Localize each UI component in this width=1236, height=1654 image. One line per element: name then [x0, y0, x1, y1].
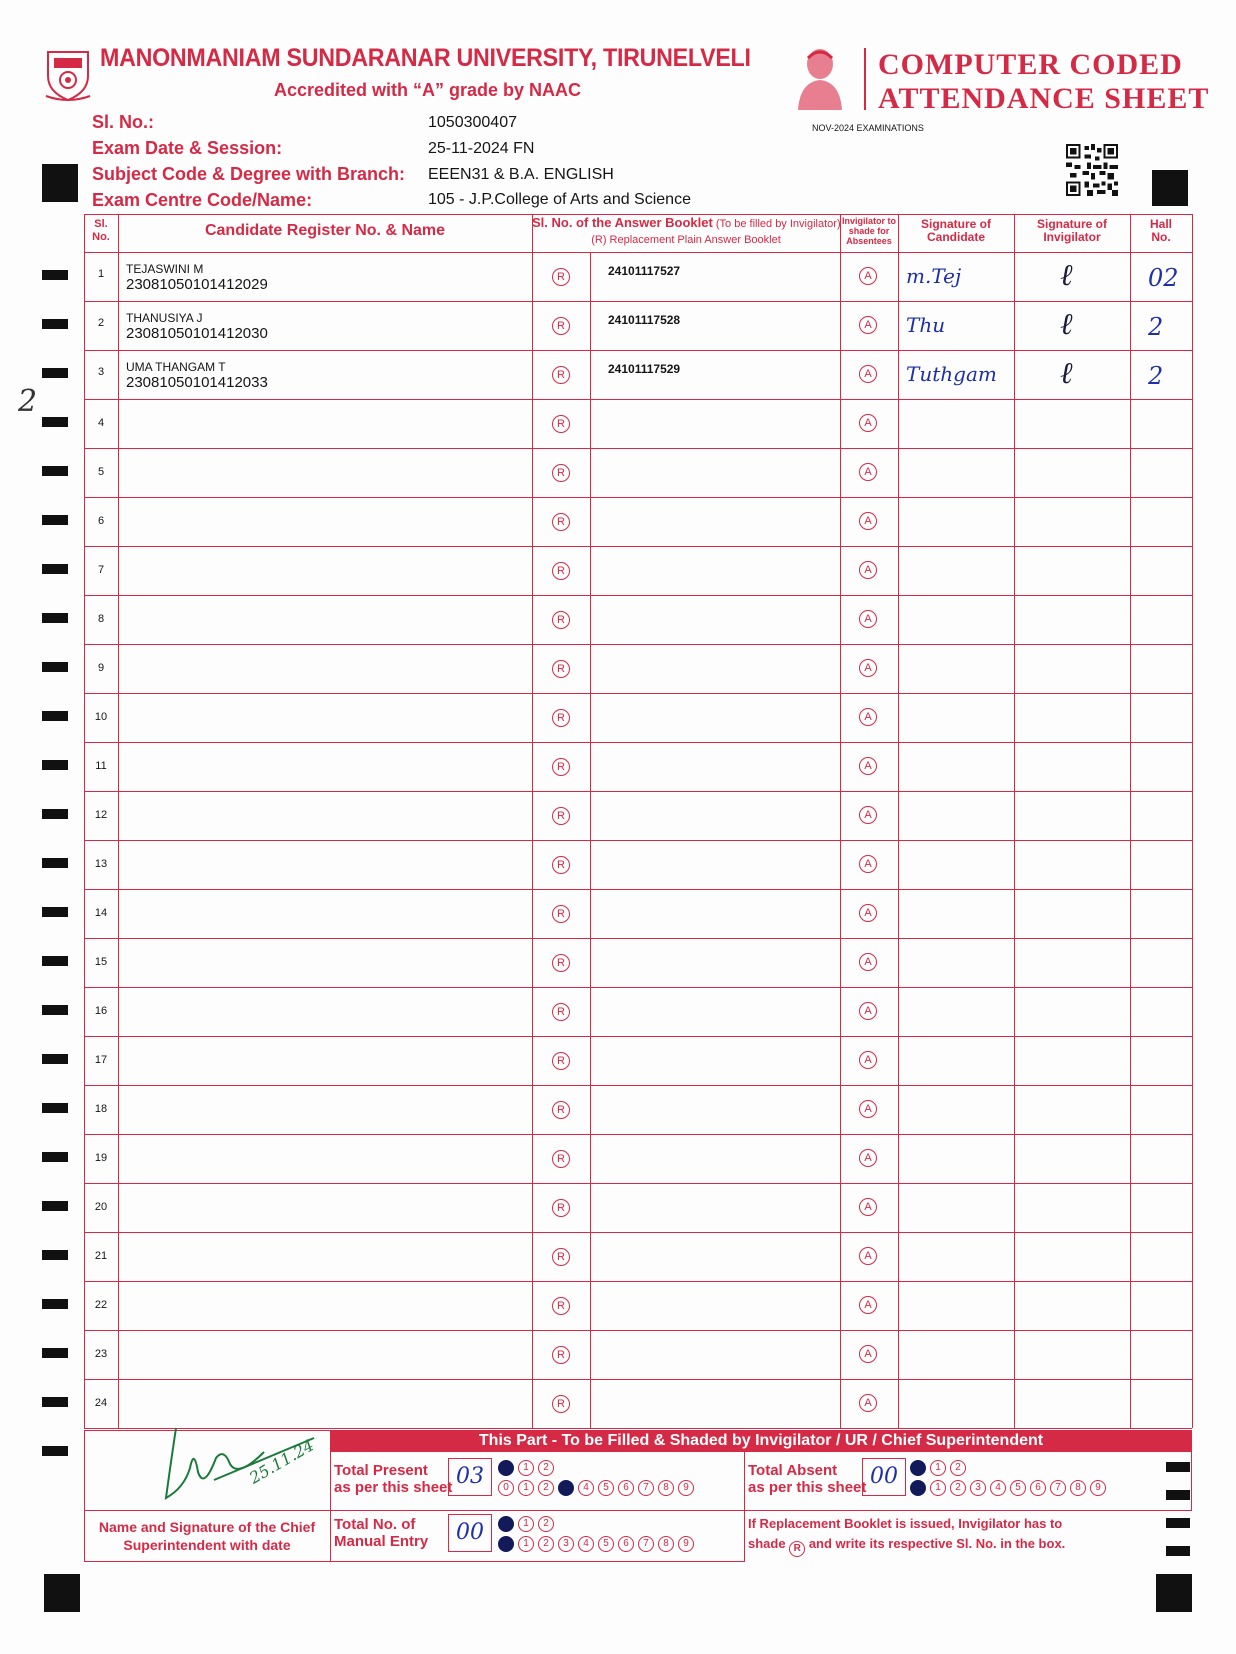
row-number: 23	[94, 1348, 108, 1360]
table-grid-line	[84, 693, 1192, 694]
timing-mark	[42, 1250, 68, 1260]
absent-units-bubble-0[interactable]: 0	[910, 1480, 926, 1496]
row-number: 6	[97, 515, 105, 527]
table-grid-line	[84, 350, 1192, 351]
timing-mark	[42, 1103, 68, 1113]
timing-mark	[42, 809, 68, 819]
total-present-label: Total Present as per this sheet	[334, 1462, 453, 1496]
hall-number: 02	[1148, 264, 1179, 292]
chief-date: 25.11.24	[246, 1435, 318, 1488]
candidate-register-no: 23081050101412030	[126, 325, 268, 342]
replacement-bubble[interactable]: R	[552, 1150, 570, 1168]
sheet-title-line2: ATTENDANCE SHEET	[878, 82, 1210, 115]
timing-mark	[42, 907, 68, 917]
manual-units-bubble-2[interactable]: 2	[538, 1536, 554, 1552]
row-number: 24	[94, 1397, 108, 1409]
replacement-bubble[interactable]: R	[552, 464, 570, 482]
absent-bubble[interactable]: A	[859, 267, 877, 285]
meta-value-centre: 105 - J.P.College of Arts and Science	[428, 191, 691, 208]
table-grid-line	[84, 742, 1192, 743]
manual-entry-box[interactable]: 00	[448, 1514, 492, 1552]
total-absent-label: Total Absent as per this sheet	[748, 1462, 867, 1496]
absent-bubble[interactable]: A	[859, 953, 877, 971]
absent-bubble[interactable]: A	[859, 904, 877, 922]
row-number: 10	[94, 711, 108, 723]
table-grid-line	[1014, 214, 1015, 1428]
replacement-bubble[interactable]: R	[552, 905, 570, 923]
accreditation-line: Accredited with “A” grade by NAAC	[274, 80, 582, 100]
manual-units-bubble-1[interactable]: 1	[518, 1536, 534, 1552]
present-units-bubble-0[interactable]: 0	[498, 1480, 514, 1496]
replacement-bubble[interactable]: R	[552, 513, 570, 531]
timing-mark	[42, 1397, 68, 1407]
candidate-signature: Thu	[906, 313, 946, 337]
present-units-bubble-1[interactable]: 1	[518, 1480, 534, 1496]
row-number: 1	[97, 268, 105, 280]
meta-value-exam-date: 25-11-2024 FN	[428, 140, 535, 157]
absent-bubble[interactable]: A	[859, 659, 877, 677]
timing-mark	[42, 1201, 68, 1211]
table-grid-line	[84, 497, 1192, 498]
timing-mark	[1152, 170, 1188, 206]
absent-tens-bubble-1[interactable]: 1	[930, 1460, 946, 1476]
candidate-signature: m.Tej	[906, 264, 962, 288]
table-grid-line	[84, 791, 1192, 792]
sheet-title	[878, 48, 1209, 116]
present-units-bubble-2[interactable]: 2	[538, 1480, 554, 1496]
absent-units-bubble-1[interactable]: 1	[930, 1480, 946, 1496]
answer-booklet-no: 24101117529	[608, 362, 681, 376]
qr-code	[1066, 144, 1118, 196]
present-units-bubble-9[interactable]: 9	[678, 1480, 694, 1496]
manual-units-bubble-6[interactable]: 6	[618, 1536, 634, 1552]
row-number: 13	[94, 858, 108, 870]
header-divider	[864, 48, 866, 110]
timing-mark	[42, 711, 68, 721]
chief-signature	[164, 1418, 334, 1508]
timing-mark	[42, 1152, 68, 1162]
table-grid-line	[84, 889, 1192, 890]
table-grid-line	[84, 214, 85, 1428]
absent-bubble[interactable]: A	[859, 806, 877, 824]
timing-mark	[1156, 1574, 1192, 1612]
timing-mark	[42, 417, 68, 427]
university-logo	[44, 46, 92, 102]
timing-mark	[42, 1348, 68, 1358]
manual-units-bubble-4[interactable]: 4	[578, 1536, 594, 1552]
absent-units-bubble-8[interactable]: 8	[1070, 1480, 1086, 1496]
replacement-bubble[interactable]: R	[552, 1297, 570, 1315]
section-banner: This Part - To be Filled & Shaded by Invigilator / UR / Chief Superintendent	[330, 1430, 1192, 1452]
header-booklet-title: Sl. No. of the Answer Booklet	[532, 215, 713, 230]
header-booklet-sub: (R) Replacement Plain Answer Booklet	[591, 234, 781, 246]
present-units-bubble-4[interactable]: 4	[578, 1480, 594, 1496]
present-units-bubble-6[interactable]: 6	[618, 1480, 634, 1496]
present-tens-bubble-0[interactable]: 0	[498, 1460, 514, 1476]
row-number: 2	[97, 317, 105, 329]
timing-mark	[42, 270, 68, 280]
meta-label-sl-no: Sl. No.:	[92, 112, 154, 132]
candidate-register-no: 23081050101412029	[126, 276, 268, 293]
absent-units-bubble-7[interactable]: 7	[1050, 1480, 1066, 1496]
header-sl-no: Sl. No.	[92, 218, 110, 243]
header-invigilator-shade: Invigilator to shade for Absentees	[842, 216, 896, 246]
timing-mark	[42, 164, 78, 202]
table-grid-line	[84, 1134, 1192, 1135]
hall-number: 2	[1148, 362, 1164, 390]
timing-mark	[42, 613, 68, 623]
present-units-bubble-8[interactable]: 8	[658, 1480, 674, 1496]
table-grid-line	[84, 938, 1192, 939]
row-number: 11	[95, 760, 107, 772]
absent-units-bubble-9[interactable]: 9	[1090, 1480, 1106, 1496]
replacement-bubble[interactable]: R	[552, 856, 570, 874]
timing-mark	[42, 1446, 68, 1456]
table-grid-line	[84, 252, 1192, 253]
absent-tens-bubble-2[interactable]: 2	[950, 1460, 966, 1476]
table-grid-line	[84, 1183, 1192, 1184]
timing-mark	[44, 1574, 80, 1612]
attendance-table	[84, 214, 1192, 1428]
invigilator-signature: ℓ	[1060, 258, 1073, 293]
table-grid-line	[84, 399, 1192, 400]
timing-mark	[42, 368, 68, 378]
present-tens-bubble-2[interactable]: 2	[538, 1460, 554, 1476]
absent-bubble[interactable]: A	[859, 463, 877, 481]
replacement-bubble[interactable]: R	[552, 709, 570, 727]
timing-mark	[42, 319, 68, 329]
meta-value-sl-no: 1050300407	[428, 114, 517, 131]
candidate-name: THANUSIYA J	[126, 311, 203, 325]
replacement-bubble[interactable]: R	[552, 1346, 570, 1364]
absent-units-bubble-5[interactable]: 5	[1010, 1480, 1026, 1496]
absent-bubble[interactable]: A	[859, 512, 877, 530]
table-grid-line	[84, 1232, 1192, 1233]
header-booklet	[532, 216, 840, 231]
table-grid-line	[84, 546, 1192, 547]
table-grid-line	[84, 595, 1192, 596]
present-units-bubble-3[interactable]: 3	[558, 1480, 574, 1496]
table-grid-line	[84, 987, 1192, 988]
timing-mark	[42, 662, 68, 672]
manual-units-bubble-9[interactable]: 9	[678, 1536, 694, 1552]
row-number: 21	[94, 1250, 108, 1262]
replacement-bubble[interactable]: R	[552, 1248, 570, 1266]
table-grid-line	[84, 1281, 1192, 1282]
table-grid-line	[84, 301, 1192, 302]
row-number: 9	[97, 662, 105, 674]
absent-bubble[interactable]: A	[859, 1345, 877, 1363]
row-number: 18	[94, 1103, 108, 1115]
timing-mark	[42, 466, 68, 476]
manual-tens-bubble-2[interactable]: 2	[538, 1516, 554, 1532]
replacement-note-line1: If Replacement Booklet is issued, Invigilator has to	[748, 1516, 1063, 1531]
absent-bubble[interactable]: A	[859, 365, 877, 383]
table-grid-line	[84, 1379, 1192, 1380]
total-absent-box[interactable]: 00	[862, 1458, 906, 1496]
absent-bubble[interactable]: A	[859, 1198, 877, 1216]
absent-units-bubble-4[interactable]: 4	[990, 1480, 1006, 1496]
absent-bubble[interactable]: A	[859, 1149, 877, 1167]
manual-units-bubble-3[interactable]: 3	[558, 1536, 574, 1552]
table-grid-line	[898, 214, 899, 1428]
absent-units-bubble-3[interactable]: 3	[970, 1480, 986, 1496]
replacement-bubble[interactable]: R	[552, 415, 570, 433]
absent-bubble[interactable]: A	[859, 1247, 877, 1265]
replacement-bubble[interactable]: R	[552, 268, 570, 286]
header-signature-invigilator: Signature of Invigilator	[1036, 217, 1107, 244]
founder-portrait	[790, 44, 850, 110]
manual-tens-bubble-1[interactable]: 1	[518, 1516, 534, 1532]
replacement-bubble[interactable]: R	[552, 1052, 570, 1070]
manual-units-bubble-8[interactable]: 8	[658, 1536, 674, 1552]
manual-units-bubble-0[interactable]: 0	[498, 1536, 514, 1552]
absent-units-bubble-2[interactable]: 2	[950, 1480, 966, 1496]
candidate-signature: Tuthgam	[906, 362, 997, 386]
absent-bubble[interactable]: A	[859, 414, 877, 432]
absent-bubble[interactable]: A	[859, 316, 877, 334]
header-candidate: Candidate Register No. & Name	[204, 222, 446, 239]
table-grid-line	[1192, 214, 1193, 1428]
timing-mark	[42, 1054, 68, 1064]
table-grid-line	[840, 214, 841, 1428]
university-name: MANONMANIAM SUNDARANAR UNIVERSITY, TIRUNELVELI	[100, 44, 751, 72]
invigilator-signature: ℓ	[1060, 356, 1073, 391]
candidate-name: UMA THANGAM T	[126, 360, 226, 374]
absent-tens-bubble-0[interactable]: 0	[910, 1460, 926, 1476]
row-number: 15	[94, 956, 108, 968]
replacement-bubble[interactable]: R	[552, 562, 570, 580]
table-grid-line	[1130, 214, 1131, 1428]
header-signature-candidate: Signature of Candidate	[920, 217, 991, 244]
answer-booklet-no: 24101117527	[608, 264, 681, 278]
replacement-bubble[interactable]: R	[552, 954, 570, 972]
header-hall-no: Hall No.	[1149, 217, 1172, 244]
manual-tens-bubble-0[interactable]: 0	[498, 1516, 514, 1532]
replacement-note-line2: shade R and write its respective Sl. No. in the box.	[748, 1534, 1065, 1554]
replacement-symbol: R	[789, 1541, 805, 1557]
absent-bubble[interactable]: A	[859, 1002, 877, 1020]
present-units-bubble-5[interactable]: 5	[598, 1480, 614, 1496]
table-grid-line	[84, 1085, 1192, 1086]
row-number: 4	[97, 417, 105, 429]
replacement-bubble[interactable]: R	[552, 1395, 570, 1413]
table-grid-line	[84, 1036, 1192, 1037]
timing-mark	[42, 1299, 68, 1309]
timing-mark	[42, 956, 68, 966]
row-number: 16	[94, 1005, 108, 1017]
row-number: 20	[94, 1201, 108, 1213]
table-grid-line	[84, 448, 1192, 449]
timing-mark	[42, 564, 68, 574]
timing-mark	[42, 858, 68, 868]
table-grid-line	[118, 214, 119, 1428]
timing-mark	[42, 515, 68, 525]
timing-mark	[42, 1005, 68, 1015]
row-number: 12	[94, 809, 108, 821]
table-grid-line	[532, 214, 533, 1428]
row-number: 22	[94, 1299, 108, 1311]
invigilator-signature: ℓ	[1060, 307, 1073, 342]
table-grid-line	[84, 1330, 1192, 1331]
row-number: 14	[94, 907, 108, 919]
row-number: 8	[97, 613, 105, 625]
sheet-title-line1: COMPUTER CODED	[878, 48, 1183, 81]
manual-entry-label: Total No. of Manual Entry	[334, 1516, 429, 1550]
invigilator-section	[84, 1430, 1192, 1562]
timing-mark	[42, 760, 68, 770]
replacement-bubble[interactable]: R	[552, 1101, 570, 1119]
meta-label-exam-date: Exam Date & Session:	[92, 138, 283, 158]
hall-number: 2	[1148, 313, 1164, 341]
replacement-bubble[interactable]: R	[552, 611, 570, 629]
meta-label-centre: Exam Centre Code/Name:	[92, 190, 313, 210]
replacement-bubble[interactable]: R	[552, 366, 570, 384]
absent-units-bubble-6[interactable]: 6	[1030, 1480, 1046, 1496]
replacement-bubble[interactable]: R	[552, 317, 570, 335]
absent-bubble[interactable]: A	[859, 855, 877, 873]
header-booklet-note: (To be filled by Invigilator)	[712, 218, 841, 230]
present-tens-bubble-1[interactable]: 1	[518, 1460, 534, 1476]
replacement-bubble[interactable]: R	[552, 1003, 570, 1021]
absent-bubble[interactable]: A	[859, 757, 877, 775]
row-number: 17	[94, 1054, 108, 1066]
exam-tag: NOV-2024 EXAMINATIONS	[812, 123, 924, 133]
absent-bubble[interactable]: A	[859, 610, 877, 628]
row-number: 19	[94, 1152, 108, 1164]
absent-bubble[interactable]: A	[859, 708, 877, 726]
absent-bubble[interactable]: A	[859, 1100, 877, 1118]
manual-units-bubble-7[interactable]: 7	[638, 1536, 654, 1552]
manual-units-bubble-5[interactable]: 5	[598, 1536, 614, 1552]
meta-value-subject: EEEN31 & B.A. ENGLISH	[428, 166, 614, 183]
candidate-name: TEJASWINI M	[126, 262, 204, 276]
replacement-bubble[interactable]: R	[552, 758, 570, 776]
margin-handwritten-note: 2	[18, 384, 38, 419]
candidate-register-no: 23081050101412033	[126, 374, 268, 391]
answer-booklet-no: 24101117528	[608, 313, 681, 327]
replacement-bubble[interactable]: R	[552, 1199, 570, 1217]
row-number: 7	[97, 564, 105, 576]
table-grid-line	[84, 644, 1192, 645]
replacement-bubble[interactable]: R	[552, 660, 570, 678]
row-number: 5	[97, 466, 105, 478]
table-grid-line	[84, 840, 1192, 841]
total-present-box[interactable]: 03	[448, 1458, 492, 1496]
absent-bubble[interactable]: A	[859, 1394, 877, 1412]
chief-label: Name and Signature of the Chief Superintendent with date	[98, 1519, 316, 1553]
meta-label-subject: Subject Code & Degree with Branch:	[92, 164, 406, 184]
absent-bubble[interactable]: A	[859, 561, 877, 579]
row-number: 3	[97, 366, 105, 378]
absent-bubble[interactable]: A	[859, 1296, 877, 1314]
absent-bubble[interactable]: A	[859, 1051, 877, 1069]
present-units-bubble-7[interactable]: 7	[638, 1480, 654, 1496]
replacement-bubble[interactable]: R	[552, 807, 570, 825]
